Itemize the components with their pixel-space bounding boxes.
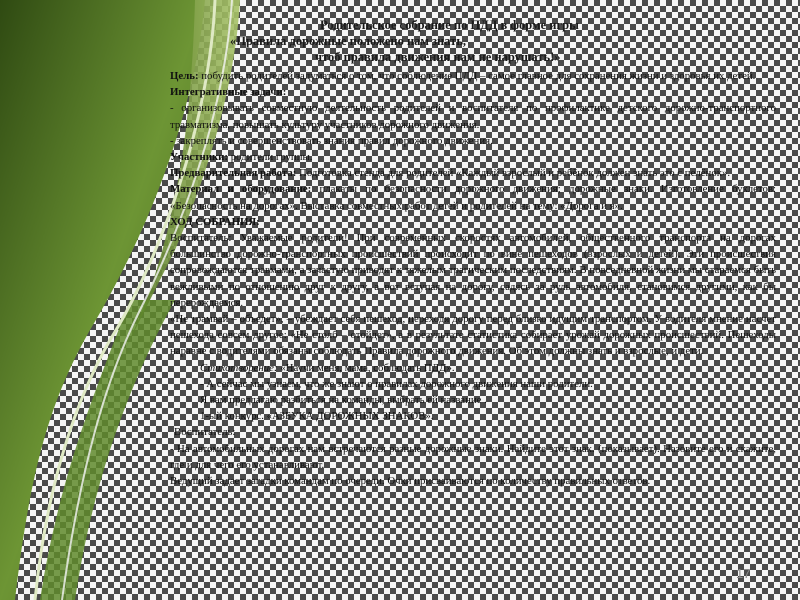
tasks-label: Интегративные задачи: (170, 86, 287, 99)
line-teams: Я вам предлагаю разбиться на команды, выбрать ей название . (200, 394, 487, 407)
title-line-3: чтоб правила движения нам не нарушать!» (315, 50, 561, 64)
participants-text: родители группы. (228, 151, 313, 164)
poem-paragraph (170, 360, 776, 376)
line-contest: 1-ый конкурс. «АЗБУКА ДОРОЖНЫХ ЗНАКОВ». (200, 410, 434, 423)
goal-paragraph (170, 68, 776, 84)
task-2: - закреплять и совершенствовать знания правил дорожного движения. (170, 134, 493, 147)
prep-text: Подготовка стенда для родителей «Каждый взрослый и ребёнок должен знать это с пелёнок». (296, 167, 731, 180)
line-roads: - На автомобильных дорогах нам встречаются разные дорожные знаки. Найдите этот знак. (показывает). Назовите его и скажите, где и для чего его устанавливают. (170, 442, 776, 471)
page-number: 17 (736, 566, 751, 581)
line-know: - А сейчас мы узнаем, что же знают о правилах дорожного движения наши родители. (200, 377, 593, 390)
goal-label: Цель: (170, 70, 199, 82)
poem-text: «Научи меня, мама, соблюдать ПДД». (277, 361, 455, 374)
prep-paragraph (170, 165, 776, 181)
slide-title (160, 17, 790, 65)
materials-label: Материал и оборудование: (170, 183, 312, 196)
participants-label: Участники: (170, 151, 228, 164)
course-label: ХОД СОБРАНИЯ: (170, 215, 260, 228)
line-teacher: Воспитатель: (174, 426, 236, 439)
materials-text: плакаты по безопасности дорожного движения; дорожные знаки. Изготовление буклетов: «Безопасность на дорогах». Выставка совместных работ детей и родителей на тему: «Дорога и я». (170, 183, 776, 212)
participants-paragraph (170, 149, 776, 165)
task-1: - организовывать совместную деятельность родителей и воспитателя по профилактике детского дорожно-транспортного травматизма, повышать культуру участников дорожного движения. (170, 102, 776, 131)
line-host: Ведущий задает загадки командам по очереди. Очки присваиваются по количеству правильных ответов. (170, 475, 651, 488)
poem-label: Стихотворение: (200, 361, 278, 374)
goal-text: побудить родителей задуматься о том, что соблюдение ПДД – самое главное для сохранения жизни и здоровья их детей. (198, 70, 756, 82)
content-text (170, 68, 776, 489)
speech-1: Воспитатель: Уважаемые родители! При современных скоростях автомобилей, общественного транспорта на дорогах большинство дорожно-транспортных происшествий происходит по вине пешеходов (взрослых и детей). Эти происшествия сопровождаются травмами, а зачастую приводят к тяжелым трагическим последствиям. В повседневной жизни мы стараемся быть вежливыми по отношению друг к другу, а вот вступая на дорогу, садясь за руль автомобиля, становимся другими, как бы перерождаемся. (170, 232, 776, 309)
prep-label: Предварительная работа: (170, 167, 297, 180)
title-line-2: «Правила дорожные положено нам знать, (230, 34, 467, 48)
speech-2: «Не трамвай – объедет», – убеждает себя пешеход, переходя дорогу перед близко идущим транспортом. У водителя мнение насчет пешехода совсем другое: «Не столб – отойдет», а в результате статистика собирает урожай дорожных происшествий. Пешеходы наравне с водителями обязаны соблюдать Правила дорожного движения. Об этом должны знать и взрослые, и дети. (170, 313, 776, 358)
materials-paragraph (170, 181, 776, 213)
title-line-1: Родительское собрание по ПДД в форме игры (320, 18, 579, 32)
